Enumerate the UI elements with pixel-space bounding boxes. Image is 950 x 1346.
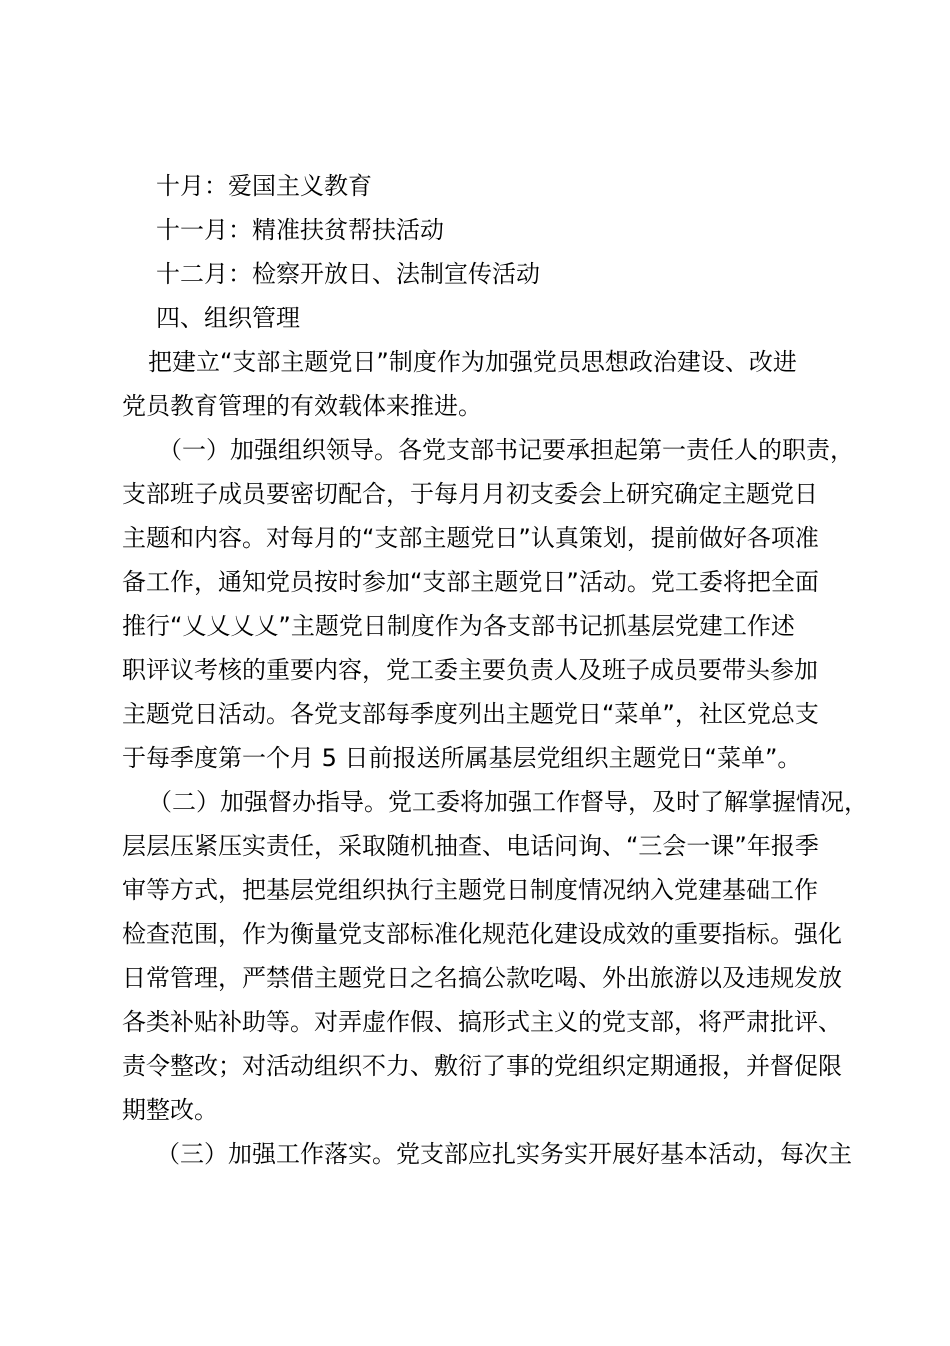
paragraph-3-line: （三）加强工作落实。党支部应扎实务实开展好基本活动，每次主 — [156, 1140, 852, 1168]
paragraph-1-line: 支部班子成员要密切配合，于每月月初支委会上研究确定主题党日 — [122, 480, 818, 508]
paragraph-1-line: 职评议考核的重要内容，党工委主要负责人及班子成员要带头参加 — [122, 656, 818, 684]
paragraph-1-line: 备工作，通知党员按时参加“支部主题党日”活动。党工委将把全面 — [122, 568, 819, 596]
paragraph-2-line: 层层压紧压实责任，采取随机抽查、电话问询、“三会一课”年报季 — [122, 832, 819, 860]
paragraph-2-line: 各类补贴补助等。对弄虚作假、搞形式主义的党支部，将严肃批评、 — [122, 1008, 842, 1036]
text-line-month-october: 十月：爱国主义教育 — [156, 172, 372, 200]
paragraph-1-line: （一）加强组织领导。各党支部书记要承担起第一责任人的职责， — [158, 436, 854, 464]
text-line-month-december: 十二月：检察开放日、法制宣传活动 — [156, 260, 540, 288]
section-heading-organization: 四、组织管理 — [156, 304, 300, 332]
document-body — [122, 164, 868, 1176]
paragraph-2-line: 期整改。 — [122, 1096, 218, 1124]
paragraph-1-line: 主题党日活动。各党支部每季度列出主题党日“菜单”，社区党总支 — [122, 700, 819, 728]
paragraph-intro-line: 把建立“支部主题党日”制度作为加强党员思想政治建设、改进 — [148, 348, 797, 376]
paragraph-2-line: 审等方式，把基层党组织执行主题党日制度情况纳入党建基础工作 — [122, 876, 818, 904]
paragraph-1-line: 主题和内容。对每月的“支部主题党日”认真策划，提前做好各项准 — [122, 524, 819, 552]
paragraph-intro-line: 党员教育管理的有效载体来推进。 — [122, 392, 482, 420]
text-line-month-november: 十一月：精准扶贫帮扶活动 — [156, 216, 444, 244]
paragraph-2-line: （二）加强督办指导。党工委将加强工作督导，及时了解掌握情况， — [148, 788, 868, 816]
paragraph-2-line: 日常管理，严禁借主题党日之名搞公款吃喝、外出旅游以及违规发放 — [122, 964, 842, 992]
paragraph-2-line: 检查范围，作为衡量党支部标准化规范化建设成效的重要指标。强化 — [122, 920, 842, 948]
paragraph-1-line: 于每季度第一个月 5 日前报送所属基层党组织主题党日“菜单”。 — [122, 744, 802, 772]
paragraph-2-line: 责令整改；对活动组织不力、敷衍了事的党组织定期通报，并督促限 — [122, 1052, 842, 1080]
paragraph-1-line: 推行“乂乂乂乂”主题党日制度作为各支部书记抓基层党建工作述 — [122, 612, 795, 640]
